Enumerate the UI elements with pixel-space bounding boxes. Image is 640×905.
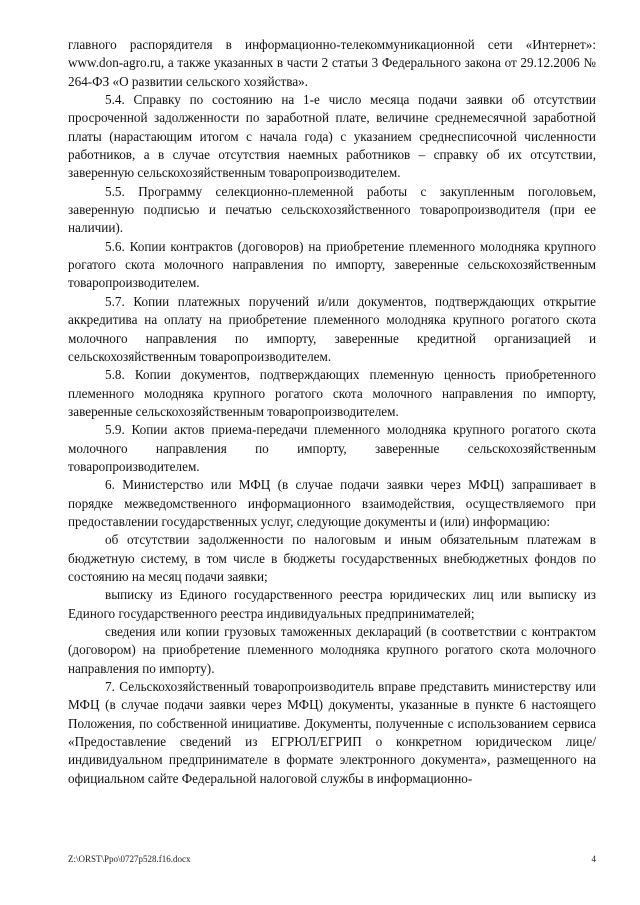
paragraph-5-6: 5.6. Копии контрактов (договоров) на приобретение племенного молодняка крупного рогатого скота молочного направления по импорту, заверенные сельскохозяйственным товаропроизводителем. [68, 238, 596, 291]
paragraph-6: 6. Министерство или МФЦ (в случае подачи заявки через МФЦ) запрашивает в порядке межведомственного информационного взаимодействия, осуществляемого при предоставлении государственных услуг, следующие документы и (или) информацию: [68, 477, 596, 529]
paragraph-5-8: 5.8. Копии документов, подтверждающих племенную ценность приобретенного племенного молодняка крупного рогатого скота молочного направления по импорту, заверенные сельскохозяйственным товаропроизводителем. [68, 367, 596, 419]
paragraph-5-5: 5.5. Программу селекционно-племенной работы с закупленным поголовьем, заверенную подписью и печатью сельскохозяйственного товаропроизводителя (при ее наличии). [68, 183, 596, 236]
paragraph-5-7: 5.7. Копии платежных поручений и/или документов, подтверждающих открытие аккредитива на оплату на приобретение племенного молодняка крупного рогатого скота молочного направления по импорту, заверенные кредитной организацией и сельскохозяйственным товаропроизводителем. [68, 293, 596, 364]
paragraph-5-4: 5.4. Справку по состоянию на 1-е число месяца подачи заявки об отсутствии просроченной задолженности по заработной плате, величине среднемесячной заработной платы (нарастающим итогом с начала года) с указанием среднесписочной численности работников, а в случае отсутствия наемных работников – справку об их отсутствии, заверенную сельскохозяйственным товаропроизводителем. [68, 92, 596, 181]
paragraph-5-9: 5.9. Копии актов приема-передачи племенного молодняка крупного рогатого скота молочного направления по импорту, заверенные сельскохозяйственным товаропроизводителем. [68, 422, 596, 474]
document-body [68, 36, 596, 788]
paragraph-6-item-registry: выписку из Единого государственного реестра юридических лиц или выписку из Единого государственного реестра индивидуальных предпринимателей; [68, 587, 596, 621]
paragraph-6-item-customs: сведения или копии грузовых таможенных деклараций (в соответствии с контрактом (договором) на приобретение племенного молодняка крупного рогатого скота молочного направления по импорту). [68, 624, 596, 676]
page-number: 4 [591, 854, 596, 864]
footer-file-path: Z:\ORST\Ppo\0727p528.f16.docx [68, 854, 191, 864]
paragraph-continuation: главного распорядителя в информационно-телекоммуникационной сети «Интернет»: www.don-agro.ru, а также указанных в части 2 статьи 3 Федерального закона от 29.12.2006 № 264-ФЗ «О развитии сельского хозяйства». [68, 37, 596, 89]
paragraph-7: 7. Сельскохозяйственный товаропроизводитель вправе представить министерству или МФЦ (в случае подачи заявки через МФЦ) документы, указанные в пункте 6 настоящего Положения, по собственной инициативе. Документы, полученные с использованием сервиса «Предоставление сведений из ЕГРЮЛ/ЕГРИП о конкретном юридическом лице/индивидуальном предпринимателе в формате электронного документа», размещенного на официальном сайте Федеральной налоговой службы в информационно- [68, 679, 596, 786]
paragraph-6-item-tax: об отсутствии задолженности по налоговым и иным обязательным платежам в бюджетную систему, в том числе в бюджеты государственных внебюджетных фондов по состоянию на месяц подачи заявки; [68, 532, 596, 584]
